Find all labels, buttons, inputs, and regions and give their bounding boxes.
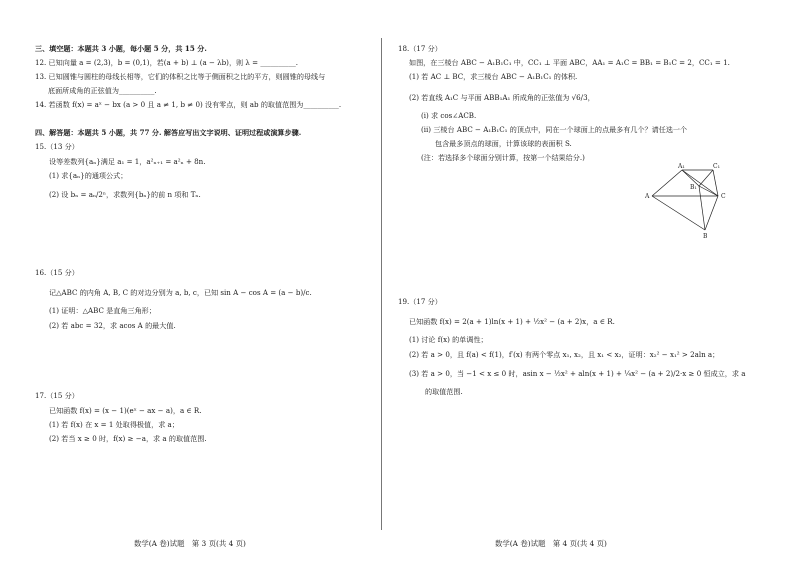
question-19-part2: (2) 若 a > 0，且 f(a) < f(1)，f′(x) 有两个零点 x₁, x₂，且 x₁ < x₂，证明：x₂² − x₁² > 2aln a； xyxy=(409,350,720,359)
question-16-heading: 16.（15 分） xyxy=(35,268,79,277)
right-page xyxy=(385,0,800,579)
question-19-line1: 已知函数 f(x) = 2(a + 1)ln(x + 1) + ½x² − (a + 2)x，a ∈ R. xyxy=(409,317,615,326)
question-15-line1: 设等差数列{aₙ}满足 a₁ = 1，a²ₙ₊₁ = a²ₙ + 8n. xyxy=(49,157,206,166)
question-18-note: (注：若选择多个球面分别计算，按第一个结果给分.) xyxy=(421,153,585,162)
question-13-line2: 底面所成角的正弦值为__________. xyxy=(48,86,157,95)
question-18-part2-ii: (ii) 三棱台 ABC − A₁B₁C₁ 的顶点中，同在一个球面上的点最多有几个？请任选一个 xyxy=(421,125,688,134)
label-A: A xyxy=(645,193,650,200)
question-18-line1: 如图，在三棱台 ABC − A₁B₁C₁ 中，CC₁ ⊥ 平面 ABC，AA₁ = A₁C = BB₁ = B₁C = 2，CC₁ = 1. xyxy=(409,58,730,67)
label-C: C xyxy=(721,193,726,200)
question-18-part1: (1) 若 AC ⊥ BC，求三棱台 ABC − A₁B₁C₁ 的体积. xyxy=(409,72,578,81)
left-page xyxy=(0,0,385,579)
question-13-line1: 13. 已知圆锥与圆柱的母线长相等，它们的体积之比等于侧面积之比的平方，则圆锥的母线与 xyxy=(35,72,326,81)
page-divider xyxy=(381,38,382,530)
label-B1: B₁ xyxy=(690,184,697,191)
question-19-part3-cont: 的取值范围. xyxy=(425,387,463,396)
question-15-heading: 15.（13 分） xyxy=(35,142,79,151)
page-footer-4: 数学(A 卷)试题 第 4 页(共 4 页) xyxy=(495,539,607,548)
question-19-heading: 19.（17 分） xyxy=(398,297,442,306)
question-14: 14. 若函数 f(x) = aˣ − bx (a > 0 且 a ≠ 1, b ≠ 0) 没有零点，则 ab 的取值范围为__________. xyxy=(35,100,342,109)
question-18-heading: 18.（17 分） xyxy=(398,44,442,53)
question-17-line1: 已知函数 f(x) = (x − 1)(eˣ − ax − a)，a ∈ R. xyxy=(49,406,202,415)
frustum-figure xyxy=(640,160,745,240)
question-17-part2: (2) 若当 x ≥ 0 时，f(x) ≥ −a，求 a 的取值范围. xyxy=(49,434,207,443)
question-16-part1: (1) 证明：△ABC 是直角三角形； xyxy=(49,306,156,315)
question-16-line1: 记△ABC 的内角 A, B, C 的对边分别为 a, b, c，已知 sin A − cos A = (a − b)/c. xyxy=(49,288,312,297)
question-18-part2: (2) 若直线 A₁C 与平面 ABB₁A₁ 所成角的正弦值为 √6/3， xyxy=(409,93,595,102)
section-3-header: 三、填空题：本题共 3 小题，每小题 5 分，共 15 分. xyxy=(35,44,207,53)
question-16-part2: (2) 若 abc = 32，求 acos A 的最大值. xyxy=(49,321,176,330)
question-15-part2: (2) 设 bₙ = aₙ/2ⁿ，求数列{bₙ}的前 n 项和 Tₙ. xyxy=(49,190,201,199)
question-17-part1: (1) 若 f(x) 在 x = 1 处取得极值，求 a； xyxy=(49,420,179,429)
question-15-part1: (1) 求{aₙ}的通项公式； xyxy=(49,171,128,180)
label-B: B xyxy=(703,233,708,240)
page-footer-3: 数学(A 卷)试题 第 3 页(共 4 页) xyxy=(134,539,246,548)
label-A1: A₁ xyxy=(678,163,685,170)
question-17-heading: 17.（15 分） xyxy=(35,391,79,400)
question-18-part2-i: (i) 求 cos∠ACB. xyxy=(421,111,477,120)
section-4-header: 四、解答题：本题共 5 小题，共 77 分. 解答应写出文字说明、证明过程或演算步骤. xyxy=(35,128,302,137)
question-19-part1: (1) 讨论 f(x) 的单调性； xyxy=(409,335,488,344)
question-19-part3: (3) 若 a > 0，当 −1 < x ≤ 0 时，asin x − ½x² + aln(x + 1) + ¼x² − (a + 2)/2·x ≥ 0 恒成立，求 a xyxy=(409,369,746,378)
question-18-part2-ii-cont: 包含最多顶点的球面，计算该球的表面积 S. xyxy=(435,139,572,148)
question-12: 12. 已知向量 a = (2,3)，b = (0,1)，若(a + b) ⊥ (a − λb)，则 λ = __________. xyxy=(35,58,299,67)
label-C1: C₁ xyxy=(713,163,720,170)
